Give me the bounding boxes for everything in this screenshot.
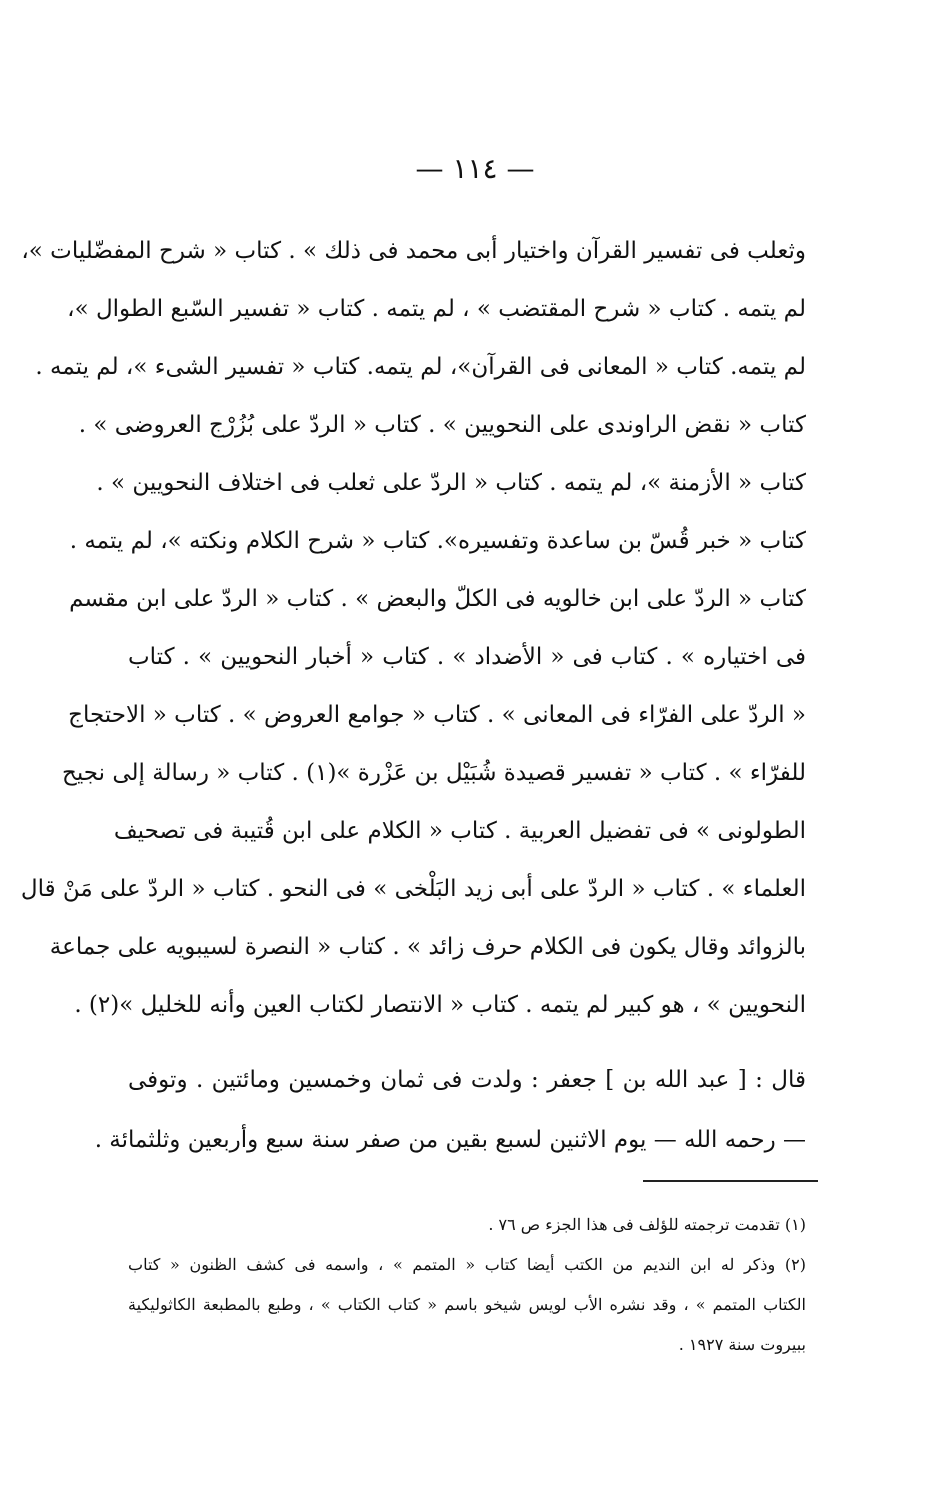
text-line: كتاب « الأزمنة »، لم يتمه . كتاب « الردّ على ثعلب فى اختلاف النحويين » . <box>96 470 806 496</box>
text-line: العلماء » . كتاب « الردّ على أبى زيد البَلْخى » فى النحو . كتاب « الردّ على مَنْ قال <box>20 876 806 902</box>
footnote-line: (١) تقدمت ترجمته للؤلف فى هذا الجزء ص ٧٦ . <box>488 1215 806 1234</box>
text-line: فى اختياره » . كتاب فى « الأضداد » . كتاب « أخبار النحويين » . كتاب <box>128 644 806 670</box>
text-line: كتاب « الردّ على ابن خالويه فى الكلّ والبعض » . كتاب « الردّ على ابن مقسم <box>69 586 806 612</box>
text-line: « الردّ على الفرّاء فى المعانى » . كتاب « جوامع العروض » . كتاب « الاحتجاج <box>68 702 806 728</box>
text-line: النحويين » ، هو كبير لم يتمه . كتاب « الانتصار لكتاب العين وأنه للخليل »(٢) . <box>74 992 806 1018</box>
footnote-line: (٢) وذكر له ابن النديم من الكتب أيضا كتاب « المتمم » ، واسمه فى كشف الظنون « كتاب <box>128 1255 806 1274</box>
text-line: — رحمه الله — يوم الاثنين لسبع بقين من صفر سنة سبع وأربعين وثلثمائة . <box>94 1127 806 1153</box>
text-line: قال : [ عبد الله بن ] جعفر : ولدت فى ثمان وخمسين ومائتين . وتوفى <box>128 1067 806 1093</box>
text-line: كتاب « خبر قُسّ بن ساعدة وتفسيره». كتاب « شرح الكلام ونكته »، لم يتمه . <box>69 528 806 554</box>
text-line: لم يتمه . كتاب « شرح المقتضب » ، لم يتمه . كتاب « تفسير السّبع الطوال »، <box>67 296 806 322</box>
footnotes <box>128 1205 806 1365</box>
page-number: — ١١٤ — <box>415 152 535 185</box>
text-line: للفرّاء » . كتاب « تفسير قصيدة شُبَيْل بن عَزْرة »(١) . كتاب « رسالة إلى نجيح <box>61 760 806 786</box>
text-line: بالزوائد وقال يكون فى الكلام حرف زائد » . كتاب « النصرة لسيبويه على جماعة <box>49 934 806 960</box>
text-line: الطولونى » فى تفضيل العربية . كتاب « الكلام على ابن قُتيبة فى تصحيف <box>113 818 806 844</box>
second-paragraph <box>94 1050 806 1170</box>
text-line: وثعلب فى تفسير القرآن واختيار أبى محمد فى ذلك » . كتاب « شرح المفضّليات »، <box>21 238 806 264</box>
text-line: لم يتمه. كتاب « المعانى فى القرآن»، لم يتمه. كتاب « تفسير الشىء »، لم يتمه . <box>35 354 806 380</box>
footnote-divider <box>643 1180 818 1182</box>
footnote-line: الكتاب المتمم » ، وقد نشره الأب لويس شيخو باسم « كتاب الكتاب » ، وطبع بالمطبعة الكاثوليكية <box>128 1295 806 1314</box>
main-paragraph <box>20 222 806 1034</box>
footnote-line: ببيروت سنة ١٩٢٧ . <box>678 1335 806 1354</box>
text-line: كتاب « نقض الراوندى على النحويين » . كتاب « الردّ على بُزُرْج العروضى » . <box>78 412 806 438</box>
